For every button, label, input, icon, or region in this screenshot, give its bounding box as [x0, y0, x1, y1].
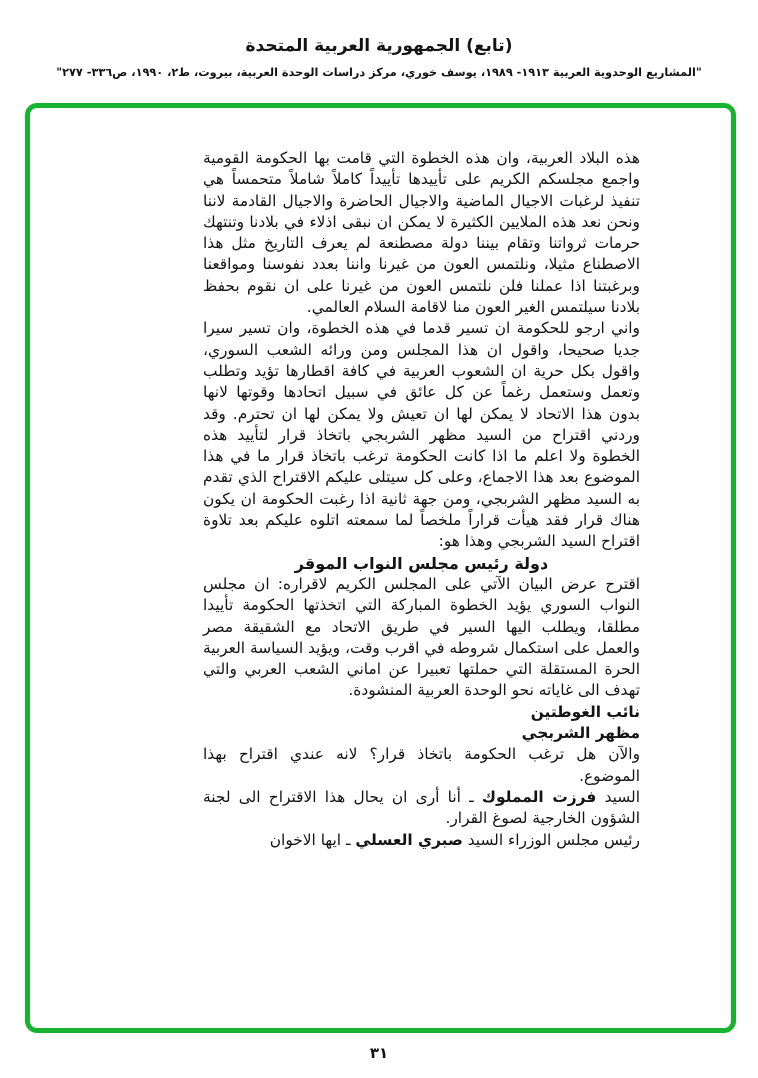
paragraph: واني ارجو للحكومة ان تسير قدما في هذه الخطوة، وان تسير سيرا جديا صحيحا، واقول ان هذا المجلس ومن ورائه الشعب السوري، واقول بكل حرية ان الشعوب العربية في كافة اقطارها تؤيد وتطلب وتعمل وستعمل رغماً عن كل عائق في سبيل اتحادها وقوتها لانها بدون هذا الاتحاد لا يمكن لها ان تعيش ولا يمكن لها ان تحترم. وقد وردني اقتراح من السيد مظهر الشربجي باتخاذ قرار لتأييد هذه الخطوة ولا اعلم ما اذا كانت الحكومة ترغب باتخاذ قرار ما في هذا الموضوع بعد هذا الاجماع، وعلى كل سيتلى عليكم الاقتراح الذي تقدم به السيد مظهر الشربجي، ومن جهة ثانية اذا رغبت الحكومة ان يكون هناك قرار فقد هيأت قراراً ملخصاً لما سمعته اتلوه عليكم بعد تلاوة اقتراح السيد الشربجي وهذا هو:: [203, 319, 640, 551]
speaker-prefix: رئيس مجلس الوزراء السيد: [462, 830, 640, 849]
paragraph: والآن هل ترغب الحكومة باتخاذ قرار؟ لانه عندي اقتراح بهذا الموضوع.: [203, 745, 640, 785]
source-citation: "المشاريع الوحدوية العربية ١٩١٣- ١٩٨٩، يوسف خوري، مركز دراسات الوحدة العربية، بيروت، ط٢، ١٩٩٠، ص٣٣٦- ٢٧٧": [56, 66, 702, 79]
page-number: ٣١: [369, 1044, 389, 1062]
speaker-text: ـ ايها الاخوان: [269, 830, 356, 849]
paragraph: اقترح عرض البيان الآتي على المجلس الكريم لاقراره: ان مجلس النواب السوري يؤيد الخطوة المباركة التي اتخذتها الحكومة تأييدا مطلقا، ويطلب اليها السير في طريق الاتحاد مع الشقيقة مصر والعمل على استكمال شروطه في اقرب وقت، ويؤيد السياسة العربية الحرة المستقلة التي حملتها تعبيرا عن اماني الشعب العربي والتي تهدف الى غاياته نحو الوحدة العربية المنشودة.: [203, 574, 640, 700]
dialogue-paragraph: [203, 787, 640, 830]
speaker-name: فرزت المملوك: [481, 787, 597, 806]
signature-name: مظهر الشربجي: [521, 724, 640, 743]
speaker-text: ـ أنا أرى ان يحال هذا الاقتراح الى لجنة الشؤون الخارجية لصوغ القرار.: [203, 787, 640, 828]
dialogue-paragraph: [203, 830, 640, 851]
section-heading: دولة رئيس مجلس النواب الموقر: [294, 553, 549, 573]
signature-role: نائب الغوطتين: [530, 702, 640, 721]
paragraph: هذه البلاد العربية، وان هذه الخطوة التي قامت بها الحكومة القومية واجمع مجلسكم الكريم على تأييدها تأييداً كاملاً شاملاً متحمساً هي تنفيذ لرغبات الاجيال الماضية والاجيال الحاضرة والاجيال القادمة لاننا ونحن نعد هذه الملايين الكثيرة لا يمكن ان نبقى اذلاء في بلادنا وتنتهك حرمات ثرواتنا وتقام بيننا دولة مصطنعة لم يعرف التاريخ مثل هذا الاصطناع مثيلا، ونلتمس العون من غيرنا واننا بعدد نفوسنا ومواقعنا وبرغبتنا اذا عملنا فلن نلتمس العون من غيرنا على ان نقوم بحفظ بلادنا سيلتمس الغير العون منا لاقامة السلام العالمي.: [203, 149, 640, 317]
speaker-name: صبري العسلي: [355, 830, 463, 849]
page-title: (تابع) الجمهورية العربية المتحدة: [245, 36, 513, 56]
document-body: [203, 148, 640, 851]
speaker-prefix: السيد: [596, 787, 640, 806]
